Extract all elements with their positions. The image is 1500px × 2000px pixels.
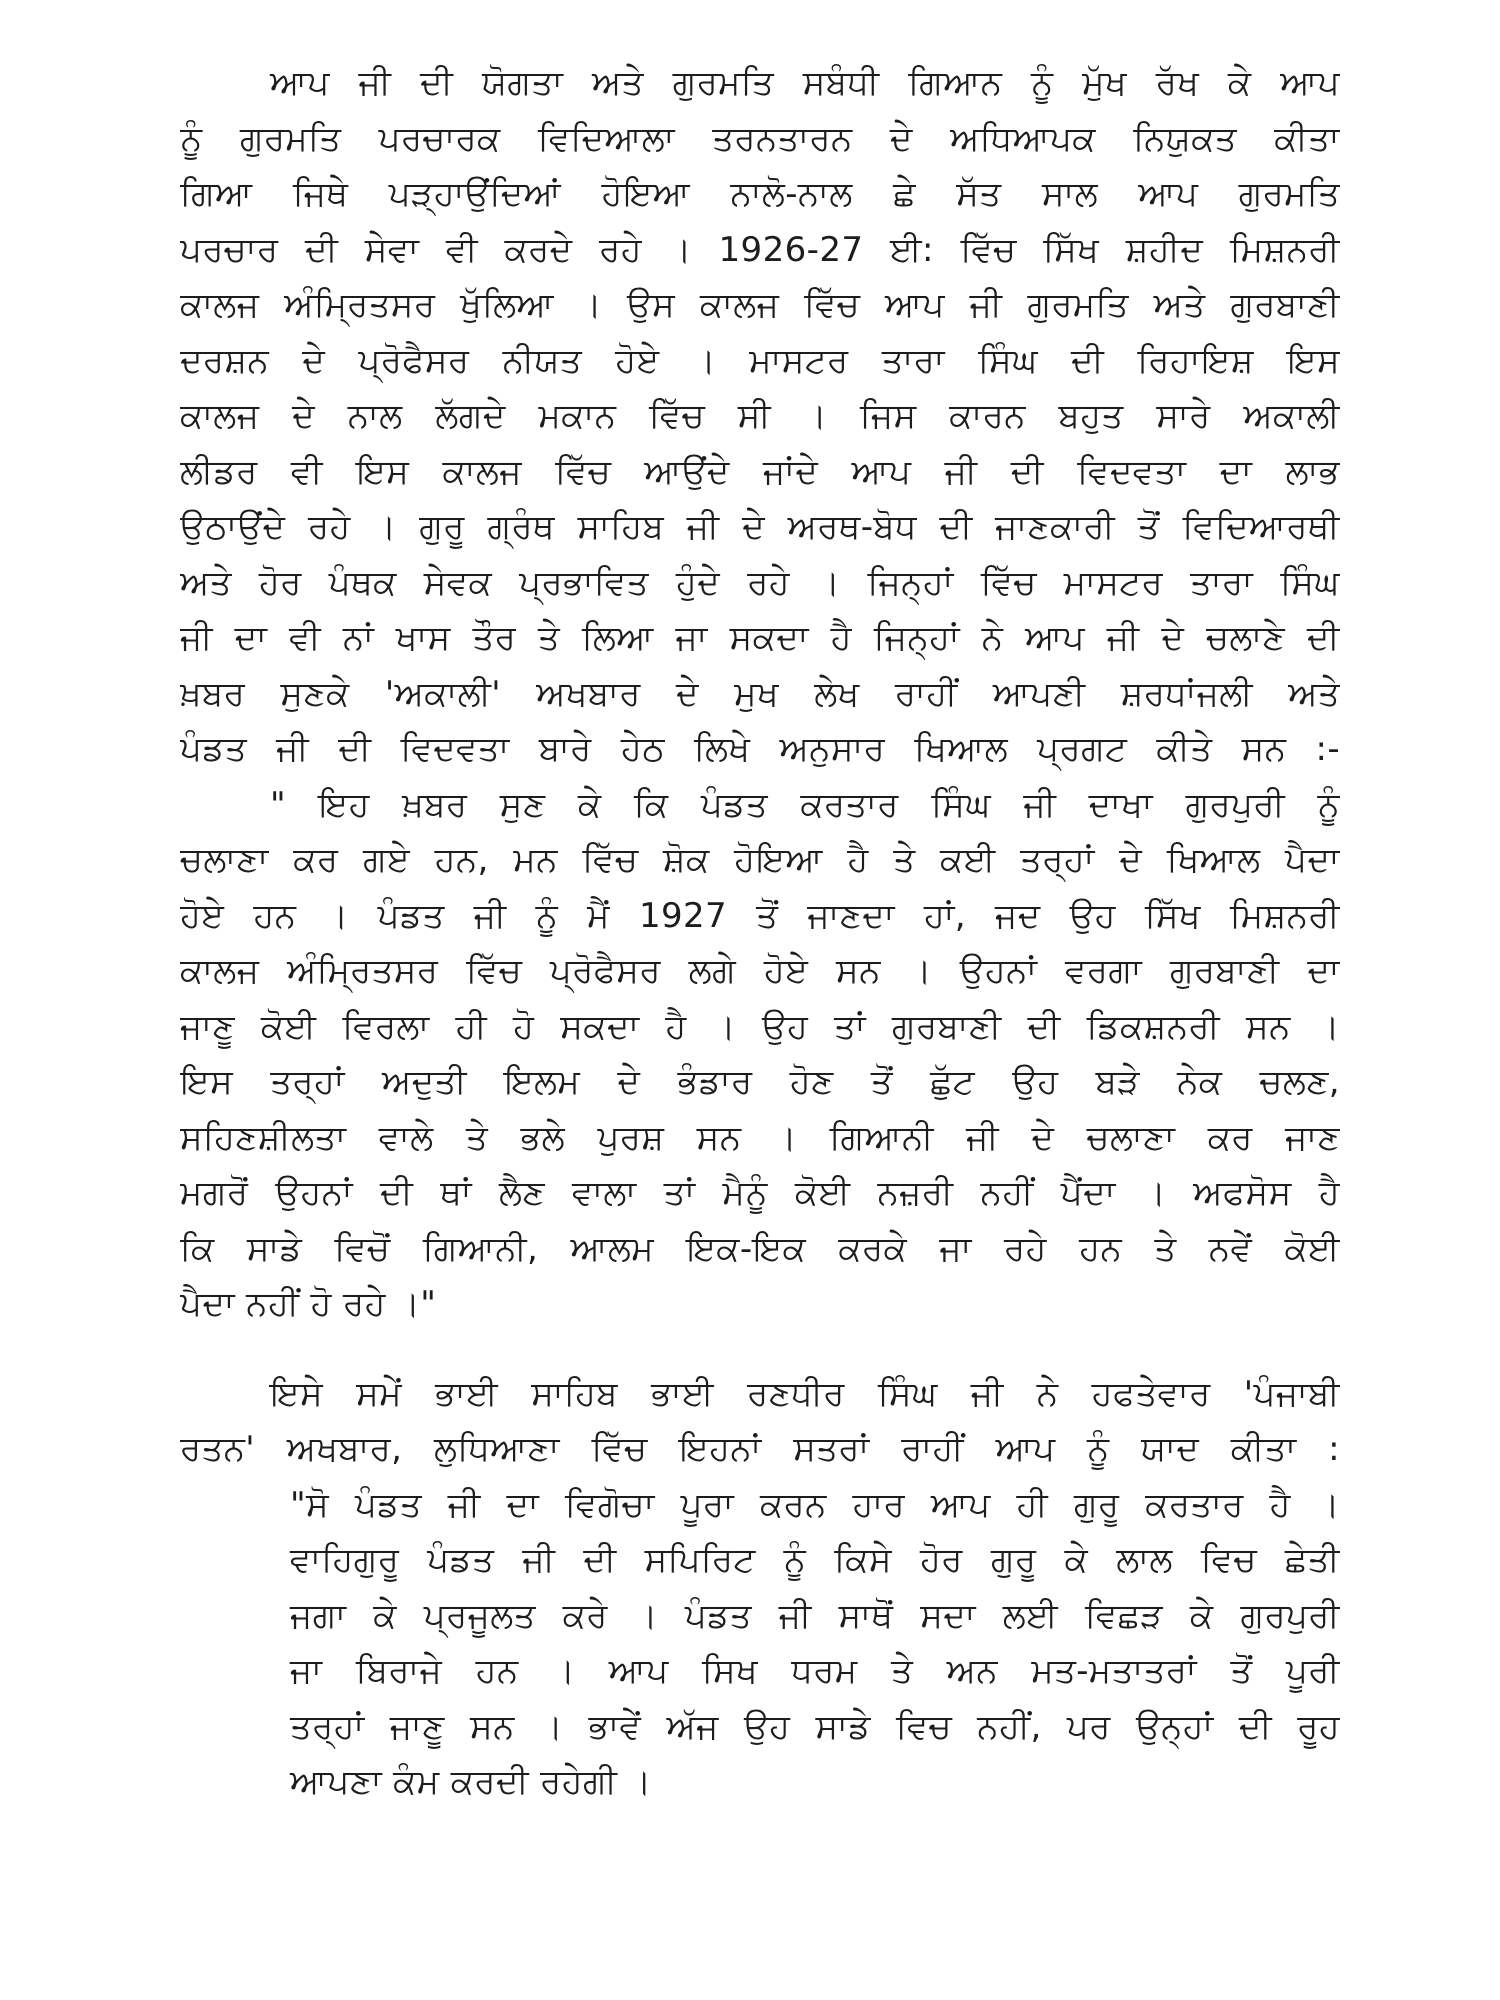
text-line: ਮਗਰੋਂ ਉਹਨਾਂ ਦੀ ਥਾਂ ਲੈਣ ਵਾਲਾ ਤਾਂ ਮੈਨੂੰ ਕੋਈ ਨਜ਼ਰੀ ਨਹੀਂ ਪੈਂਦਾ । ਅਫਸੋਸ ਹੈ <box>180 1173 1340 1213</box>
text-line: ਅਤੇ ਹੋਰ ਪੰਥਕ ਸੇਵਕ ਪ੍ਰਭਾਵਿਤ ਹੁੰਦੇ ਰਹੇ । ਜਿਨ੍ਹਾਂ ਵਿੱਚ ਮਾਸਟਰ ਤਾਰਾ ਸਿੰਘ <box>180 562 1340 603</box>
text-line: ਲੀਡਰ ਵੀ ਇਸ ਕਾਲਜ ਵਿੱਚ ਆਉਂਦੇ ਜਾਂਦੇ ਆਪ ਜੀ ਦੀ ਵਿਦਵਤਾ ਦਾ ਲਾਭ <box>180 451 1340 492</box>
text-line: ਰਤਨ' ਅਖਬਾਰ, ਲੁਧਿਆਣਾ ਵਿੱਚ ਇਹਨਾਂ ਸਤਰਾਂ ਰਾਹੀਂ ਆਪ ਨੂੰ ਯਾਦ ਕੀਤਾ : <box>180 1429 1340 1469</box>
text-line: ਆਪਣਾ ਕੰਮ ਕਰਦੀ ਰਹੇਗੀ । <box>290 1762 652 1802</box>
text-line: ਚਲਾਣਾ ਕਰ ਗਏ ਹਨ, ਮਨ ਵਿੱਚ ਸ਼ੋਕ ਹੋਇਆ ਹੈ ਤੇ ਕਈ ਤਰ੍ਹਾਂ ਦੇ ਖਿਆਲ ਪੈਦਾ <box>180 840 1340 880</box>
text-line: ਜਾਣੂ ਕੋਈ ਵਿਰਲਾ ਹੀ ਹੋ ਸਕਦਾ ਹੈ । ਉਹ ਤਾਂ ਗੁਰਬਾਣੀ ਦੀ ਡਿਕਸ਼ਨਰੀ ਸਨ । <box>180 1006 1340 1047</box>
text-line: " ਇਹ ਖ਼ਬਰ ਸੁਣ ਕੇ ਕਿ ਪੰਡਤ ਕਰਤਾਰ ਸਿੰਘ ਜੀ ਦਾਖਾ ਗੁਰਪੁਰੀ ਨੂੰ <box>270 784 1340 825</box>
text-line: ਪੈਦਾ ਨਹੀਂ ਹੋ ਰਹੇ ।" <box>180 1284 437 1324</box>
text-body <box>180 56 1340 1811</box>
text-line: ਕਾਲਜ ਦੇ ਨਾਲ ਲੱਗਦੇ ਮਕਾਨ ਵਿੱਚ ਸੀ । ਜਿਸ ਕਾਰਨ ਬਹੁਤ ਸਾਰੇ ਅਕਾਲੀ <box>180 396 1340 436</box>
text-line: ਵਾਹਿਗੁਰੂ ਪੰਡਤ ਜੀ ਦੀ ਸਪਿਰਿਟ ਨੂੰ ਕਿਸੇ ਹੋਰ ਗੁਰੂ ਕੇ ਲਾਲ ਵਿਚ ਛੇਤੀ <box>290 1540 1340 1580</box>
text-line: ਦਰਸ਼ਨ ਦੇ ਪ੍ਰੋਫੈਸਰ ਨੀਯਤ ਹੋਏ । ਮਾਸਟਰ ਤਾਰਾ ਸਿੰਘ ਦੀ ਰਿਹਾਇਸ਼ ਇਸ <box>180 340 1340 381</box>
text-line: ਗਿਆ ਜਿਥੇ ਪੜ੍ਹਾਉਂਦਿਆਂ ਹੋਇਆ ਨਾਲੋ-ਨਾਲ ਛੇ ਸੱਤ ਸਾਲ ਆਪ ਗੁਰਮਤਿ <box>180 174 1340 214</box>
quote-akali <box>180 778 1340 1333</box>
text-line: ਇਸ ਤਰ੍ਹਾਂ ਅਦੁਤੀ ਇਲਮ ਦੇ ਭੰਡਾਰ ਹੋਣ ਤੋਂ ਛੁੱਟ ਉਹ ਬੜੇ ਨੇਕ ਚਲਣ, <box>180 1062 1340 1102</box>
text-line: "ਸੋ ਪੰਡਤ ਜੀ ਦਾ ਵਿਗੋਚਾ ਪੂਰਾ ਕਰਨ ਹਾਰ ਆਪ ਹੀ ਗੁਰੂ ਕਰਤਾਰ ਹੈ । <box>290 1484 1340 1525</box>
text-line: ਜਗਾ ਕੇ ਪ੍ਰਜੂਲਤ ਕਰੇ । ਪੰਡਤ ਜੀ ਸਾਥੋਂ ਸਦਾ ਲਈ ਵਿਛੜ ਕੇ ਗੁਰਪੁਰੀ <box>290 1595 1340 1636</box>
paragraph-intro <box>180 56 1340 778</box>
text-line: ਕਿ ਸਾਡੇ ਵਿਚੋਂ ਗਿਆਨੀ, ਆਲਮ ਇਕ-ਇਕ ਕਰਕੇ ਜਾ ਰਹੇ ਹਨ ਤੇ ਨਵੇਂ ਕੋਈ <box>180 1228 1340 1269</box>
text-line: ਪਰਚਾਰ ਦੀ ਸੇਵਾ ਵੀ ਕਰਦੇ ਰਹੇ । 1926-27 ਈ: ਵਿੱਚ ਸਿੱਖ ਸ਼ਹੀਦ ਮਿਸ਼ਨਰੀ <box>180 229 1340 270</box>
text-line: ਪੰਡਤ ਜੀ ਦੀ ਵਿਦਵਤਾ ਬਾਰੇ ਹੇਠ ਲਿਖੇ ਅਨੁਸਾਰ ਖਿਆਲ ਪ੍ਰਗਟ ਕੀਤੇ ਸਨ :- <box>180 729 1340 769</box>
text-line: ਸਹਿਣਸ਼ੀਲਤਾ ਵਾਲੇ ਤੇ ਭਲੇ ਪੁਰਸ਼ ਸਨ । ਗਿਆਨੀ ਜੀ ਦੇ ਚਲਾਣਾ ਕਰ ਜਾਣ <box>180 1117 1340 1158</box>
text-line: ਕਾਲਜ ਅੰਮ੍ਰਿਤਸਰ ਵਿੱਚ ਪ੍ਰੋਫੈਸਰ ਲਗੇ ਹੋਏ ਸਨ । ਉਹਨਾਂ ਵਰਗਾ ਗੁਰਬਾਣੀ ਦਾ <box>180 951 1340 991</box>
text-line: ਹੋਏ ਹਨ । ਪੰਡਤ ਜੀ ਨੂੰ ਮੈਂ 1927 ਤੋਂ ਜਾਣਦਾ ਹਾਂ, ਜਦ ਉਹ ਸਿੱਖ ਮਿਸ਼ਨਰੀ <box>180 895 1340 936</box>
text-line: ਇਸੇ ਸਮੇਂ ਭਾਈ ਸਾਹਿਬ ਭਾਈ ਰਣਧੀਰ ਸਿੰਘ ਜੀ ਨੇ ਹਫਤੇਵਾਰ 'ਪੰਜਾਬੀ <box>270 1373 1340 1414</box>
text-line: ਉਠਾਉਂਦੇ ਰਹੇ । ਗੁਰੂ ਗ੍ਰੰਥ ਸਾਹਿਬ ਜੀ ਦੇ ਅਰਥ-ਬੋਧ ਦੀ ਜਾਣਕਾਰੀ ਤੋਂ ਵਿਦਿਆਰਥੀ <box>180 507 1340 547</box>
text-line: ਜੀ ਦਾ ਵੀ ਨਾਂ ਖਾਸ ਤੌਰ ਤੇ ਲਿਆ ਜਾ ਸਕਦਾ ਹੈ ਜਿਨ੍ਹਾਂ ਨੇ ਆਪ ਜੀ ਦੇ ਚਲਾਣੇ ਦੀ <box>180 618 1340 658</box>
text-line: ਖ਼ਬਰ ਸੁਣਕੇ 'ਅਕਾਲੀ' ਅਖਬਾਰ ਦੇ ਮੁਖ ਲੇਖ ਰਾਹੀਂ ਆਪਣੀ ਸ਼ਰਧਾਂਜਲੀ ਅਤੇ <box>180 673 1340 714</box>
paragraph-gap <box>180 1333 1340 1367</box>
text-line: ਕਾਲਜ ਅੰਮ੍ਰਿਤਸਰ ਖੁੱਲਿਆ । ਉਸ ਕਾਲਜ ਵਿੱਚ ਆਪ ਜੀ ਗੁਰਮਤਿ ਅਤੇ ਗੁਰਬਾਣੀ <box>180 285 1340 325</box>
text-line: ਜਾ ਬਿਰਾਜੇ ਹਨ । ਆਪ ਸਿਖ ਧਰਮ ਤੇ ਅਨ ਮਤ-ਮਤਾਤਰਾਂ ਤੋਂ ਪੂਰੀ <box>290 1651 1340 1691</box>
text-line: ਤਰ੍ਹਾਂ ਜਾਣੂ ਸਨ । ਭਾਵੇਂ ਅੱਜ ਉਹ ਸਾਡੇ ਵਿਚ ਨਹੀਂ, ਪਰ ਉਨ੍ਹਾਂ ਦੀ ਰੂਹ <box>290 1706 1340 1747</box>
quote-punjabi-ratan <box>180 1478 1340 1811</box>
text-line: ਨੂੰ ਗੁਰਮਤਿ ਪਰਚਾਰਕ ਵਿਦਿਆਲਾ ਤਰਨਤਾਰਨ ਦੇ ਅਧਿਆਪਕ ਨਿਯੁਕਤ ਕੀਤਾ <box>180 118 1340 159</box>
paragraph-randhir-singh <box>180 1367 1340 1478</box>
text-line: ਆਪ ਜੀ ਦੀ ਯੋਗਤਾ ਅਤੇ ਗੁਰਮਤਿ ਸਬੰਧੀ ਗਿਆਨ ਨੂੰ ਮੁੱਖ ਰੱਖ ਕੇ ਆਪ <box>270 63 1340 103</box>
